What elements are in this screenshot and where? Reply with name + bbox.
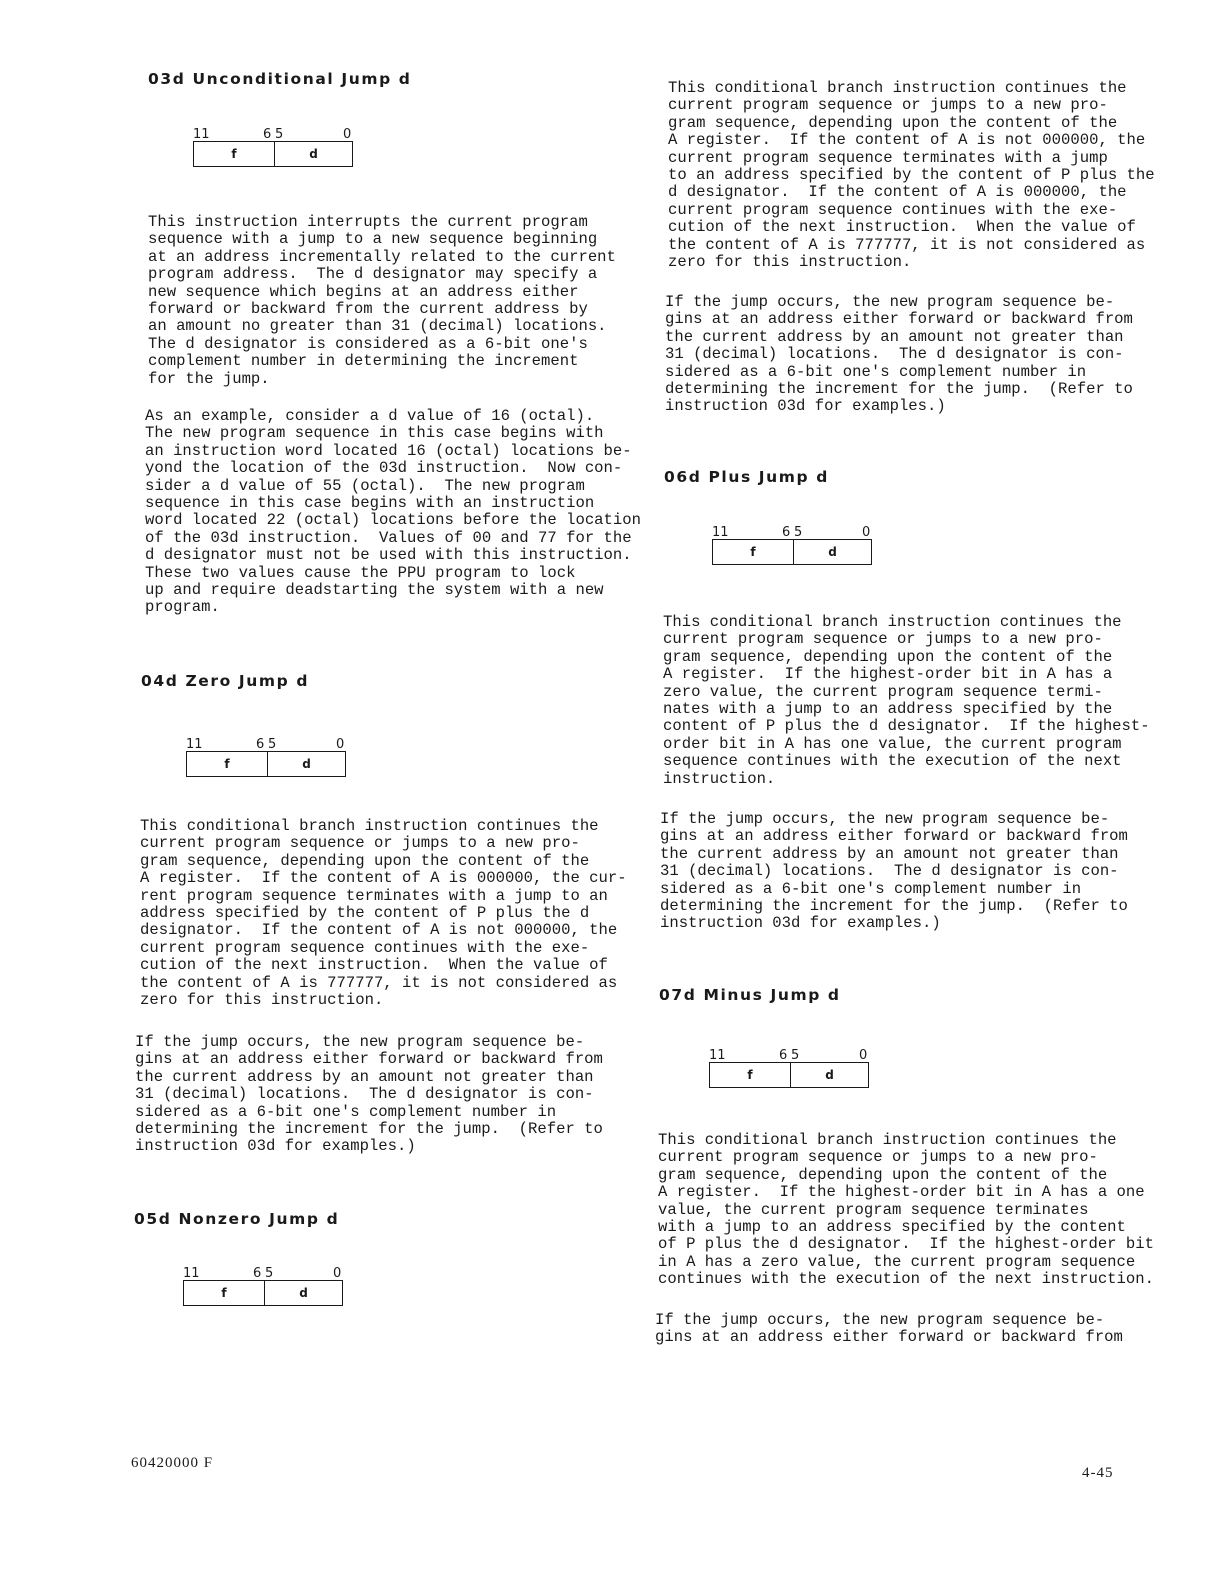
bit-label-0: 0	[333, 1266, 342, 1281]
bit-label-11: 11	[186, 737, 203, 752]
paragraph-04d-2: If the jump occurs, the new program sequence be- gins at an address either forward or backward from the current address by an amount not greater than 31 (decimal) locations. The d designator is con- sidered as a 6-bit one's complement number in determining the increment for the jump. (Refer to instruction 03d for examples.)	[135, 1033, 603, 1156]
paragraph-07d-2: If the jump occurs, the new program sequence be- gins at an address either forward or backward from	[655, 1311, 1123, 1347]
bit-label-6: 6	[779, 1048, 788, 1063]
paragraph-07d-1: This conditional branch instruction continues the current program sequence or jumps to a new pro- gram sequence, depending upon the content of the A register. If the highest-order bit in A has a one value, the current program sequence terminates with a jump to an address specified by the content of P plus the d designator. If the highest-order bit in A has a zero value, the current program sequence continues with the execution of the next instruction.	[658, 1131, 1154, 1289]
bit-label-11: 11	[709, 1048, 726, 1063]
paragraph-06d-1: This conditional branch instruction continues the current program sequence or jumps to a new pro- gram sequence, depending upon the content of the A register. If the highest-order bit in A has a zero value, the current program sequence termi- nates with a jump to an address specified by the content of P plus the d designator. If the highest- order bit in A has one value, the current program sequence continues with the execution of the next instruction.	[663, 613, 1150, 788]
f-field: f	[713, 540, 794, 564]
bit-label-6: 6	[782, 525, 791, 540]
heading-03d: 03d Unconditional Jump d	[148, 70, 412, 88]
paragraph-05d-1: This conditional branch instruction continues the current program sequence or jumps to a new pro- gram sequence, depending upon the content of the A register. If the content of A is not 000000, the current program sequence terminates with a jump to an address specified by the content of P plus the d designator. If the content of A is 000000, the current program sequence continues with the exe- cution of the next instruction. When the value of the content of A is 777777, it is not considered as zero for this instruction.	[668, 79, 1155, 272]
paragraph-04d-1: This conditional branch instruction continues the current program sequence or jumps to a new pro- gram sequence, depending upon the content of the A register. If the content of A is 000000, the cur- rent program sequence terminates with a jump to an address specified by the content of P plus the d designator. If the content of A is not 000000, the current program sequence continues with the exe- cution of the next instruction. When the value of the content of A is 777777, it is not considered as zero for this instruction.	[140, 817, 627, 1010]
instruction-word-box	[193, 141, 353, 167]
instruction-format-04d	[186, 737, 348, 783]
paragraph-05d-2: If the jump occurs, the new program sequence be- gins at an address either forward or backward from the current address by an amount not greater than 31 (decimal) locations. The d designator is con- sidered as a 6-bit one's complement number in determining the increment for the jump. (Refer to instruction 03d for examples.)	[665, 293, 1133, 416]
bit-label-5: 5	[275, 127, 284, 142]
bit-label-5: 5	[794, 525, 803, 540]
heading-06d: 06d Plus Jump d	[664, 468, 829, 486]
paragraph-06d-2: If the jump occurs, the new program sequence be- gins at an address either forward or backward from the current address by an amount not greater than 31 (decimal) locations. The d designator is con- sidered as a 6-bit one's complement number in determining the increment for the jump. (Refer to instruction 03d for examples.)	[660, 810, 1128, 933]
instruction-word-box	[186, 751, 346, 777]
bit-label-6: 6	[256, 737, 265, 752]
bit-label-5: 5	[268, 737, 277, 752]
paragraph-03d-2: As an example, consider a d value of 16 (octal). The new program sequence in this case begins with an instruction word located 16 (octal) locations be- yond the location of the 03d instruction. Now con- sider a d value of 55 (octal). The new program sequence in this case begins with an instruction word located 22 (octal) locations before the location of the 03d instruction. Values of 00 and 77 for the d designator must not be used with this instruction. These two values cause the PPU program to lock up and require deadstarting the system with a new program.	[145, 407, 641, 617]
instruction-word-box	[709, 1062, 869, 1088]
d-field: d	[828, 545, 837, 559]
bit-label-6: 6	[253, 1266, 262, 1281]
d-field: d	[302, 757, 311, 771]
bit-label-0: 0	[343, 127, 352, 142]
bit-label-5: 5	[791, 1048, 800, 1063]
d-field: d	[299, 1286, 308, 1300]
f-field: f	[710, 1063, 791, 1087]
instruction-word-box	[183, 1280, 343, 1306]
d-field: d	[309, 147, 318, 161]
bit-label-0: 0	[859, 1048, 868, 1063]
f-field: f	[184, 1281, 265, 1305]
bit-label-6: 6	[263, 127, 272, 142]
paragraph-03d-1: This instruction interrupts the current program sequence with a jump to a new sequence beginning at an address incrementally related to the current program address. The d designator may specify a new sequence which begins at an address either forward or backward from the current address by an amount no greater than 31 (decimal) locations. The d designator is considered as a 6-bit one's complement number in determining the increment for the jump.	[148, 213, 616, 388]
f-field: f	[187, 752, 268, 776]
instruction-word-box	[712, 539, 872, 565]
d-field: d	[825, 1068, 834, 1082]
heading-07d: 07d Minus Jump d	[659, 986, 841, 1004]
bit-label-5: 5	[265, 1266, 274, 1281]
instruction-format-07d	[709, 1048, 871, 1094]
bit-label-11: 11	[193, 127, 210, 142]
instruction-format-05d	[183, 1266, 345, 1312]
page-number: 4-45	[1082, 1465, 1114, 1481]
bit-label-11: 11	[712, 525, 729, 540]
bit-label-0: 0	[862, 525, 871, 540]
instruction-format-03d	[193, 127, 355, 173]
heading-05d: 05d Nonzero Jump d	[134, 1210, 340, 1228]
f-field: f	[194, 142, 275, 166]
heading-04d: 04d Zero Jump d	[141, 672, 310, 690]
bit-label-0: 0	[336, 737, 345, 752]
instruction-format-06d	[712, 525, 874, 571]
bit-label-11: 11	[183, 1266, 200, 1281]
document-number: 60420000 F	[131, 1455, 214, 1471]
